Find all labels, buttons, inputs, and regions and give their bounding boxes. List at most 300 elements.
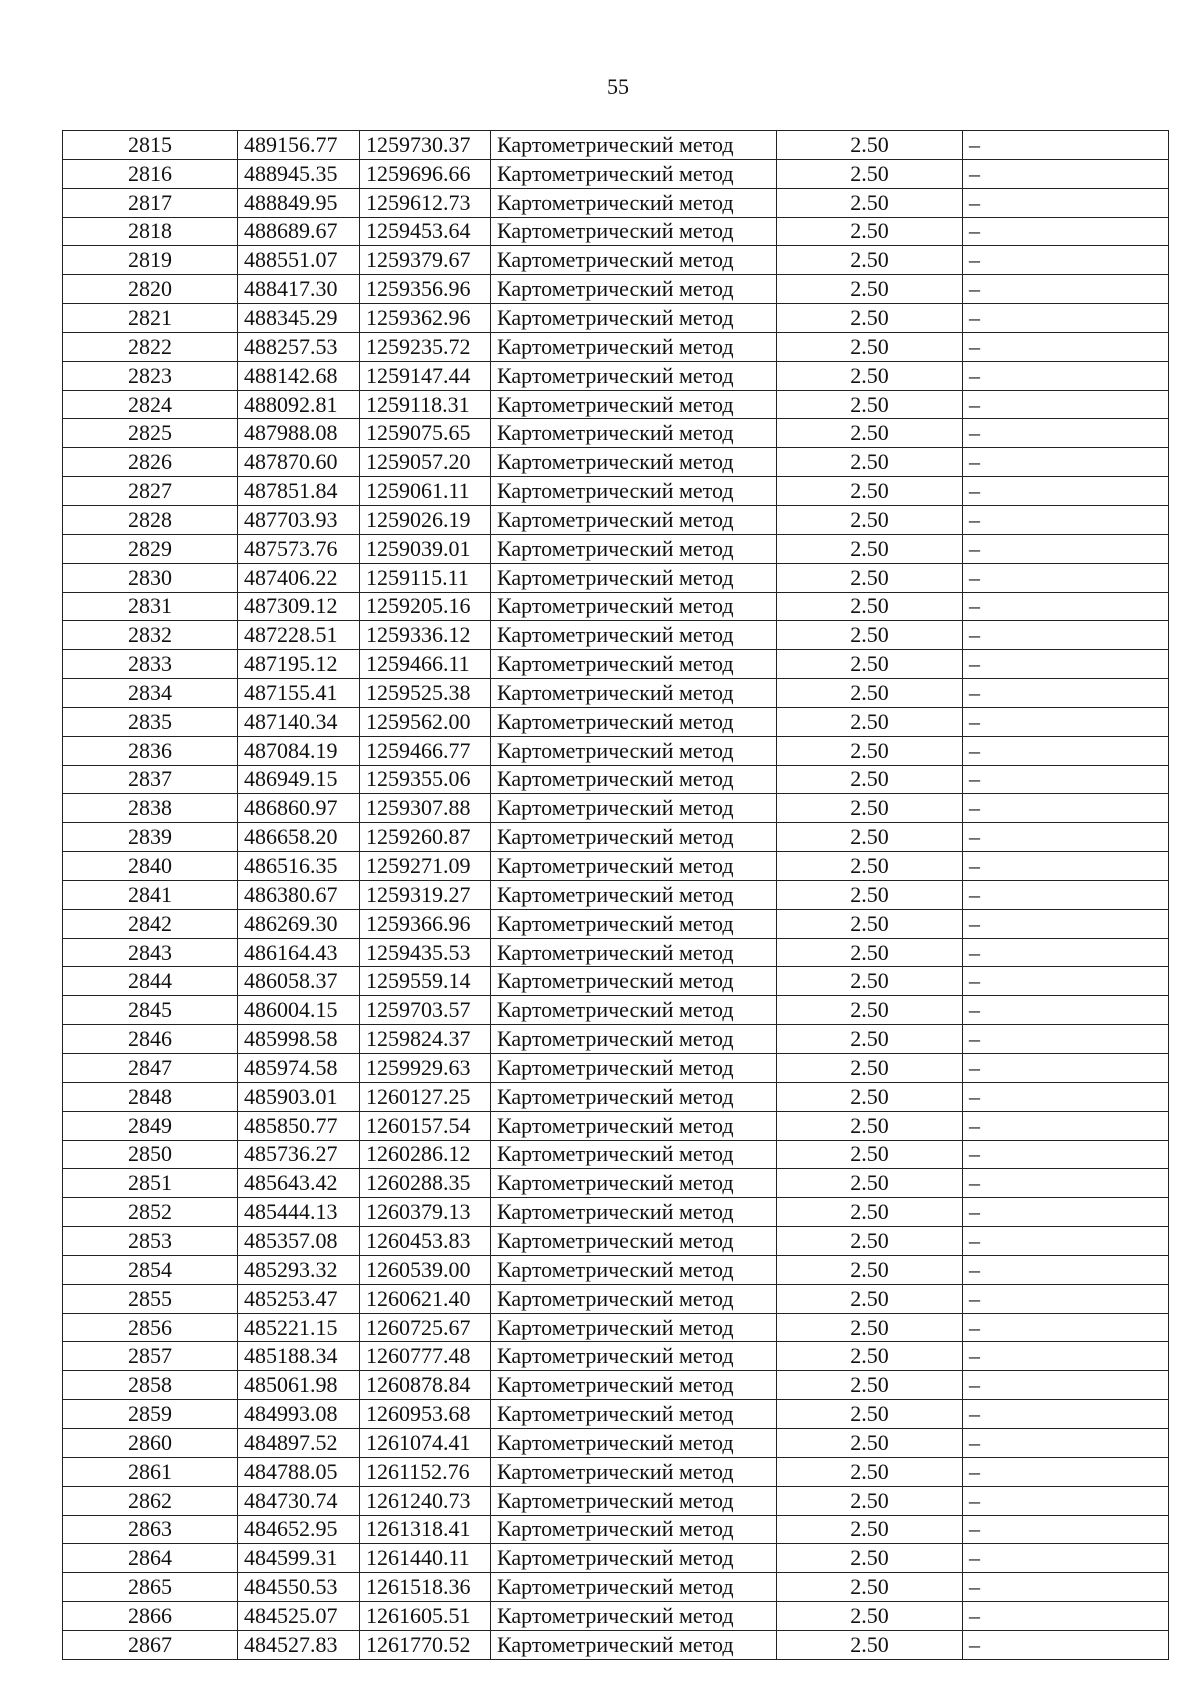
x-coordinate-cell: 489156.77: [238, 131, 360, 160]
point-number-cell: 2840: [63, 852, 238, 881]
note-cell: –: [963, 707, 1169, 736]
table-row: [63, 1255, 1169, 1284]
x-coordinate-cell: 488849.95: [238, 188, 360, 217]
x-coordinate-cell: 486380.67: [238, 880, 360, 909]
note-cell: –: [963, 246, 1169, 275]
note-cell: –: [963, 1198, 1169, 1227]
point-number-cell: 2815: [63, 131, 238, 160]
point-number-cell: 2820: [63, 275, 238, 304]
y-coordinate-cell: 1260953.68: [360, 1400, 491, 1429]
table-row: [63, 1573, 1169, 1602]
method-cell: Картометрический метод: [491, 534, 777, 563]
y-coordinate-cell: 1259319.27: [360, 880, 491, 909]
point-number-cell: 2839: [63, 823, 238, 852]
precision-cell: 2.50: [777, 1573, 963, 1602]
method-cell: Картометрический метод: [491, 736, 777, 765]
point-number-cell: 2835: [63, 707, 238, 736]
y-coordinate-cell: 1259366.96: [360, 909, 491, 938]
table-row: [63, 1169, 1169, 1198]
point-number-cell: 2821: [63, 304, 238, 333]
y-coordinate-cell: 1259379.67: [360, 246, 491, 275]
y-coordinate-cell: 1260286.12: [360, 1140, 491, 1169]
precision-cell: 2.50: [777, 159, 963, 188]
x-coordinate-cell: 484527.83: [238, 1630, 360, 1659]
precision-cell: 2.50: [777, 823, 963, 852]
y-coordinate-cell: 1259703.57: [360, 996, 491, 1025]
x-coordinate-cell: 484652.95: [238, 1515, 360, 1544]
method-cell: Картометрический метод: [491, 304, 777, 333]
precision-cell: 2.50: [777, 765, 963, 794]
y-coordinate-cell: 1260621.40: [360, 1284, 491, 1313]
method-cell: Картометрический метод: [491, 1602, 777, 1631]
note-cell: –: [963, 361, 1169, 390]
method-cell: Картометрический метод: [491, 1486, 777, 1515]
table-row: [63, 1457, 1169, 1486]
table-body: [63, 131, 1169, 1660]
x-coordinate-cell: 485061.98: [238, 1371, 360, 1400]
precision-cell: 2.50: [777, 1457, 963, 1486]
x-coordinate-cell: 487870.60: [238, 448, 360, 477]
x-coordinate-cell: 485293.32: [238, 1255, 360, 1284]
table-row: [63, 131, 1169, 160]
point-number-cell: 2832: [63, 621, 238, 650]
table-row: [63, 1371, 1169, 1400]
point-number-cell: 2848: [63, 1082, 238, 1111]
x-coordinate-cell: 486004.15: [238, 996, 360, 1025]
point-number-cell: 2830: [63, 563, 238, 592]
precision-cell: 2.50: [777, 967, 963, 996]
table-row: [63, 1054, 1169, 1083]
x-coordinate-cell: 484550.53: [238, 1573, 360, 1602]
point-number-cell: 2824: [63, 390, 238, 419]
note-cell: –: [963, 1054, 1169, 1083]
point-number-cell: 2867: [63, 1630, 238, 1659]
table-row: [63, 1284, 1169, 1313]
note-cell: –: [963, 823, 1169, 852]
note-cell: –: [963, 159, 1169, 188]
table-row: [63, 159, 1169, 188]
y-coordinate-cell: 1259118.31: [360, 390, 491, 419]
method-cell: Картометрический метод: [491, 765, 777, 794]
point-number-cell: 2845: [63, 996, 238, 1025]
point-number-cell: 2860: [63, 1428, 238, 1457]
note-cell: –: [963, 217, 1169, 246]
table-row: [63, 1227, 1169, 1256]
precision-cell: 2.50: [777, 1400, 963, 1429]
table-row: [63, 1342, 1169, 1371]
x-coordinate-cell: 487155.41: [238, 679, 360, 708]
precision-cell: 2.50: [777, 1025, 963, 1054]
y-coordinate-cell: 1259929.63: [360, 1054, 491, 1083]
table-row: [63, 909, 1169, 938]
table-row: [63, 679, 1169, 708]
note-cell: –: [963, 1313, 1169, 1342]
table-row: [63, 1515, 1169, 1544]
x-coordinate-cell: 485188.34: [238, 1342, 360, 1371]
note-cell: –: [963, 592, 1169, 621]
point-number-cell: 2825: [63, 419, 238, 448]
precision-cell: 2.50: [777, 1140, 963, 1169]
table-row: [63, 1486, 1169, 1515]
table-row: [63, 188, 1169, 217]
table-row: [63, 217, 1169, 246]
table-row: [63, 419, 1169, 448]
precision-cell: 2.50: [777, 679, 963, 708]
point-number-cell: 2846: [63, 1025, 238, 1054]
precision-cell: 2.50: [777, 246, 963, 275]
table-row: [63, 304, 1169, 333]
precision-cell: 2.50: [777, 592, 963, 621]
table-row: [63, 361, 1169, 390]
point-number-cell: 2858: [63, 1371, 238, 1400]
note-cell: –: [963, 1284, 1169, 1313]
point-number-cell: 2856: [63, 1313, 238, 1342]
point-number-cell: 2817: [63, 188, 238, 217]
point-number-cell: 2861: [63, 1457, 238, 1486]
note-cell: –: [963, 1227, 1169, 1256]
point-number-cell: 2822: [63, 332, 238, 361]
table-row: [63, 1602, 1169, 1631]
x-coordinate-cell: 486058.37: [238, 967, 360, 996]
x-coordinate-cell: 484730.74: [238, 1486, 360, 1515]
note-cell: –: [963, 332, 1169, 361]
y-coordinate-cell: 1261152.76: [360, 1457, 491, 1486]
y-coordinate-cell: 1259147.44: [360, 361, 491, 390]
point-number-cell: 2863: [63, 1515, 238, 1544]
y-coordinate-cell: 1259466.77: [360, 736, 491, 765]
point-number-cell: 2816: [63, 159, 238, 188]
x-coordinate-cell: 485444.13: [238, 1198, 360, 1227]
y-coordinate-cell: 1259525.38: [360, 679, 491, 708]
y-coordinate-cell: 1259260.87: [360, 823, 491, 852]
point-number-cell: 2837: [63, 765, 238, 794]
point-number-cell: 2833: [63, 650, 238, 679]
x-coordinate-cell: 484788.05: [238, 1457, 360, 1486]
table-row: [63, 823, 1169, 852]
precision-cell: 2.50: [777, 1054, 963, 1083]
precision-cell: 2.50: [777, 880, 963, 909]
note-cell: –: [963, 1342, 1169, 1371]
point-number-cell: 2866: [63, 1602, 238, 1631]
x-coordinate-cell: 488417.30: [238, 275, 360, 304]
point-number-cell: 2819: [63, 246, 238, 275]
note-cell: –: [963, 967, 1169, 996]
table-row: [63, 246, 1169, 275]
note-cell: –: [963, 736, 1169, 765]
note-cell: –: [963, 1255, 1169, 1284]
precision-cell: 2.50: [777, 1602, 963, 1631]
x-coordinate-cell: 486269.30: [238, 909, 360, 938]
x-coordinate-cell: 486860.97: [238, 794, 360, 823]
table-row: [63, 275, 1169, 304]
x-coordinate-cell: 488689.67: [238, 217, 360, 246]
precision-cell: 2.50: [777, 938, 963, 967]
table-row: [63, 996, 1169, 1025]
x-coordinate-cell: 488257.53: [238, 332, 360, 361]
note-cell: –: [963, 794, 1169, 823]
method-cell: Картометрический метод: [491, 1169, 777, 1198]
table-row: [63, 1198, 1169, 1227]
method-cell: Картометрический метод: [491, 1544, 777, 1573]
point-number-cell: 2855: [63, 1284, 238, 1313]
y-coordinate-cell: 1259356.96: [360, 275, 491, 304]
y-coordinate-cell: 1259039.01: [360, 534, 491, 563]
point-number-cell: 2847: [63, 1054, 238, 1083]
y-coordinate-cell: 1259057.20: [360, 448, 491, 477]
note-cell: –: [963, 1025, 1169, 1054]
y-coordinate-cell: 1261074.41: [360, 1428, 491, 1457]
point-number-cell: 2865: [63, 1573, 238, 1602]
precision-cell: 2.50: [777, 1486, 963, 1515]
x-coordinate-cell: 487195.12: [238, 650, 360, 679]
method-cell: Картометрический метод: [491, 967, 777, 996]
note-cell: –: [963, 505, 1169, 534]
table-row: [63, 650, 1169, 679]
note-cell: –: [963, 1140, 1169, 1169]
y-coordinate-cell: 1259307.88: [360, 794, 491, 823]
x-coordinate-cell: 487988.08: [238, 419, 360, 448]
table-row: [63, 505, 1169, 534]
y-coordinate-cell: 1259824.37: [360, 1025, 491, 1054]
y-coordinate-cell: 1259453.64: [360, 217, 491, 246]
x-coordinate-cell: 487851.84: [238, 477, 360, 506]
point-number-cell: 2827: [63, 477, 238, 506]
method-cell: Картометрический метод: [491, 1025, 777, 1054]
note-cell: –: [963, 304, 1169, 333]
method-cell: Картометрический метод: [491, 1573, 777, 1602]
method-cell: Картометрический метод: [491, 794, 777, 823]
note-cell: –: [963, 1082, 1169, 1111]
precision-cell: 2.50: [777, 1284, 963, 1313]
note-cell: –: [963, 1111, 1169, 1140]
method-cell: Картометрический метод: [491, 448, 777, 477]
y-coordinate-cell: 1259355.06: [360, 765, 491, 794]
point-number-cell: 2836: [63, 736, 238, 765]
precision-cell: 2.50: [777, 477, 963, 506]
y-coordinate-cell: 1260157.54: [360, 1111, 491, 1140]
x-coordinate-cell: 485253.47: [238, 1284, 360, 1313]
note-cell: –: [963, 938, 1169, 967]
y-coordinate-cell: 1259435.53: [360, 938, 491, 967]
y-coordinate-cell: 1259235.72: [360, 332, 491, 361]
method-cell: Картометрический метод: [491, 996, 777, 1025]
y-coordinate-cell: 1259026.19: [360, 505, 491, 534]
note-cell: –: [963, 1428, 1169, 1457]
x-coordinate-cell: 487228.51: [238, 621, 360, 650]
note-cell: –: [963, 996, 1169, 1025]
table-row: [63, 390, 1169, 419]
y-coordinate-cell: 1261518.36: [360, 1573, 491, 1602]
note-cell: –: [963, 1169, 1169, 1198]
x-coordinate-cell: 487406.22: [238, 563, 360, 592]
method-cell: Картометрический метод: [491, 621, 777, 650]
note-cell: –: [963, 1602, 1169, 1631]
y-coordinate-cell: 1260127.25: [360, 1082, 491, 1111]
x-coordinate-cell: 488092.81: [238, 390, 360, 419]
y-coordinate-cell: 1259115.11: [360, 563, 491, 592]
y-coordinate-cell: 1259362.96: [360, 304, 491, 333]
table-row: [63, 621, 1169, 650]
x-coordinate-cell: 486949.15: [238, 765, 360, 794]
table-row: [63, 477, 1169, 506]
note-cell: –: [963, 419, 1169, 448]
precision-cell: 2.50: [777, 1428, 963, 1457]
y-coordinate-cell: 1260379.13: [360, 1198, 491, 1227]
note-cell: –: [963, 679, 1169, 708]
x-coordinate-cell: 487573.76: [238, 534, 360, 563]
note-cell: –: [963, 765, 1169, 794]
y-coordinate-cell: 1259061.11: [360, 477, 491, 506]
x-coordinate-cell: 485974.58: [238, 1054, 360, 1083]
method-cell: Картометрический метод: [491, 1630, 777, 1659]
precision-cell: 2.50: [777, 1342, 963, 1371]
note-cell: –: [963, 1486, 1169, 1515]
note-cell: –: [963, 390, 1169, 419]
coordinates-table: [62, 130, 1169, 1660]
precision-cell: 2.50: [777, 361, 963, 390]
y-coordinate-cell: 1261240.73: [360, 1486, 491, 1515]
y-coordinate-cell: 1259696.66: [360, 159, 491, 188]
precision-cell: 2.50: [777, 217, 963, 246]
method-cell: Картометрический метод: [491, 159, 777, 188]
x-coordinate-cell: 485357.08: [238, 1227, 360, 1256]
method-cell: Картометрический метод: [491, 1313, 777, 1342]
x-coordinate-cell: 484525.07: [238, 1602, 360, 1631]
note-cell: –: [963, 1630, 1169, 1659]
y-coordinate-cell: 1260453.83: [360, 1227, 491, 1256]
page-number: 55: [607, 74, 629, 99]
note-cell: –: [963, 534, 1169, 563]
precision-cell: 2.50: [777, 1313, 963, 1342]
table-row: [63, 967, 1169, 996]
precision-cell: 2.50: [777, 534, 963, 563]
method-cell: Картометрический метод: [491, 1255, 777, 1284]
x-coordinate-cell: 486164.43: [238, 938, 360, 967]
method-cell: Картометрический метод: [491, 332, 777, 361]
table-row: [63, 794, 1169, 823]
method-cell: Картометрический метод: [491, 1371, 777, 1400]
x-coordinate-cell: 485221.15: [238, 1313, 360, 1342]
point-number-cell: 2834: [63, 679, 238, 708]
precision-cell: 2.50: [777, 1082, 963, 1111]
note-cell: –: [963, 131, 1169, 160]
method-cell: Картометрический метод: [491, 1284, 777, 1313]
precision-cell: 2.50: [777, 1544, 963, 1573]
precision-cell: 2.50: [777, 996, 963, 1025]
precision-cell: 2.50: [777, 1371, 963, 1400]
x-coordinate-cell: 488142.68: [238, 361, 360, 390]
x-coordinate-cell: 486658.20: [238, 823, 360, 852]
x-coordinate-cell: 484599.31: [238, 1544, 360, 1573]
method-cell: Картометрический метод: [491, 880, 777, 909]
y-coordinate-cell: 1259559.14: [360, 967, 491, 996]
point-number-cell: 2849: [63, 1111, 238, 1140]
y-coordinate-cell: 1261770.52: [360, 1630, 491, 1659]
point-number-cell: 2850: [63, 1140, 238, 1169]
table-row: [63, 1400, 1169, 1429]
note-cell: –: [963, 1573, 1169, 1602]
precision-cell: 2.50: [777, 852, 963, 881]
y-coordinate-cell: 1259562.00: [360, 707, 491, 736]
precision-cell: 2.50: [777, 794, 963, 823]
table-row: [63, 563, 1169, 592]
method-cell: Картометрический метод: [491, 419, 777, 448]
note-cell: –: [963, 1371, 1169, 1400]
x-coordinate-cell: 485850.77: [238, 1111, 360, 1140]
y-coordinate-cell: 1259466.11: [360, 650, 491, 679]
x-coordinate-cell: 488945.35: [238, 159, 360, 188]
note-cell: –: [963, 563, 1169, 592]
y-coordinate-cell: 1261440.11: [360, 1544, 491, 1573]
table-row: [63, 1544, 1169, 1573]
precision-cell: 2.50: [777, 1111, 963, 1140]
point-number-cell: 2831: [63, 592, 238, 621]
method-cell: Картометрический метод: [491, 246, 777, 275]
table-row: [63, 852, 1169, 881]
method-cell: Картометрический метод: [491, 1140, 777, 1169]
table-row: [63, 1313, 1169, 1342]
point-number-cell: 2853: [63, 1227, 238, 1256]
x-coordinate-cell: 487140.34: [238, 707, 360, 736]
precision-cell: 2.50: [777, 131, 963, 160]
y-coordinate-cell: 1260725.67: [360, 1313, 491, 1342]
table-row: [63, 1630, 1169, 1659]
table-row: [63, 938, 1169, 967]
point-number-cell: 2826: [63, 448, 238, 477]
point-number-cell: 2829: [63, 534, 238, 563]
point-number-cell: 2842: [63, 909, 238, 938]
table-row: [63, 1111, 1169, 1140]
x-coordinate-cell: 485998.58: [238, 1025, 360, 1054]
point-number-cell: 2844: [63, 967, 238, 996]
note-cell: –: [963, 448, 1169, 477]
precision-cell: 2.50: [777, 650, 963, 679]
x-coordinate-cell: 485903.01: [238, 1082, 360, 1111]
table-row: [63, 1428, 1169, 1457]
precision-cell: 2.50: [777, 419, 963, 448]
precision-cell: 2.50: [777, 909, 963, 938]
y-coordinate-cell: 1260777.48: [360, 1342, 491, 1371]
method-cell: Картометрический метод: [491, 938, 777, 967]
method-cell: Картометрический метод: [491, 390, 777, 419]
precision-cell: 2.50: [777, 621, 963, 650]
note-cell: –: [963, 1400, 1169, 1429]
x-coordinate-cell: 485643.42: [238, 1169, 360, 1198]
point-number-cell: 2854: [63, 1255, 238, 1284]
note-cell: –: [963, 852, 1169, 881]
x-coordinate-cell: 484897.52: [238, 1428, 360, 1457]
method-cell: Картометрический метод: [491, 679, 777, 708]
method-cell: Картометрический метод: [491, 188, 777, 217]
method-cell: Картометрический метод: [491, 505, 777, 534]
x-coordinate-cell: 487703.93: [238, 505, 360, 534]
table-row: [63, 1082, 1169, 1111]
x-coordinate-cell: 487084.19: [238, 736, 360, 765]
y-coordinate-cell: 1261318.41: [360, 1515, 491, 1544]
method-cell: Картометрический метод: [491, 1457, 777, 1486]
y-coordinate-cell: 1260878.84: [360, 1371, 491, 1400]
precision-cell: 2.50: [777, 1630, 963, 1659]
table-row: [63, 332, 1169, 361]
table-row: [63, 1140, 1169, 1169]
y-coordinate-cell: 1259336.12: [360, 621, 491, 650]
point-number-cell: 2843: [63, 938, 238, 967]
precision-cell: 2.50: [777, 275, 963, 304]
method-cell: Картометрический метод: [491, 1082, 777, 1111]
method-cell: Картометрический метод: [491, 1428, 777, 1457]
method-cell: Картометрический метод: [491, 707, 777, 736]
precision-cell: 2.50: [777, 1169, 963, 1198]
